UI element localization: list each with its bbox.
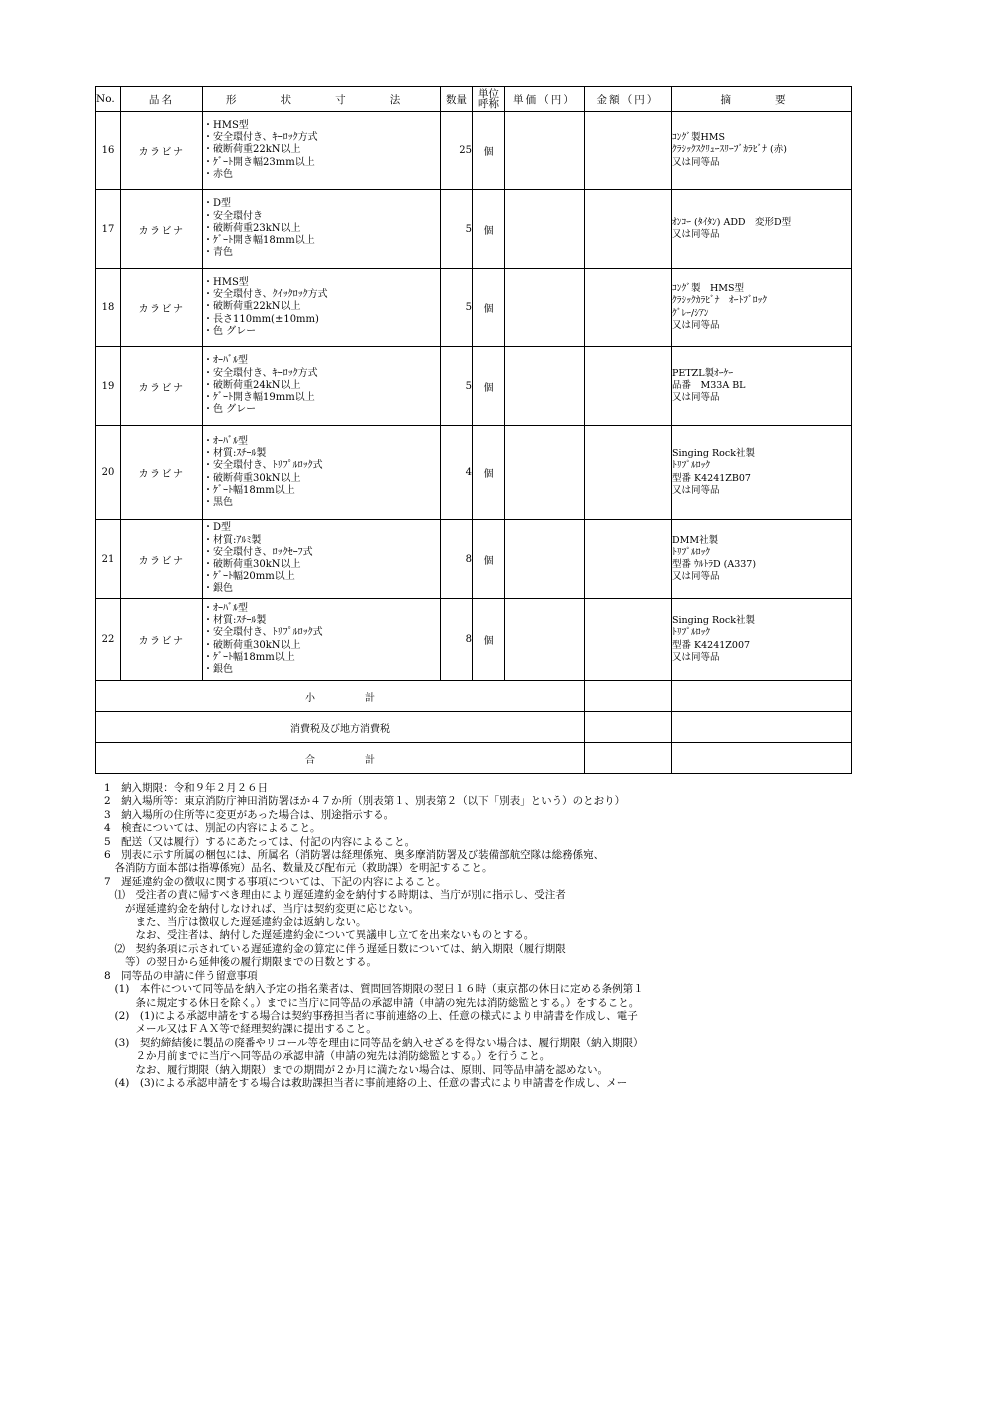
row-specs bbox=[203, 269, 441, 347]
row-qty: 5 bbox=[441, 190, 473, 269]
row-specs bbox=[203, 520, 441, 599]
spec-line: ・破断荷重30kN以上 bbox=[203, 472, 301, 484]
row-amount bbox=[585, 190, 672, 269]
note-line: ⑴ 受注者の責に帰すべき理由により遅延違約金を納付する時期は、当庁が別に指示し、受注者 bbox=[104, 889, 566, 902]
spec-line: ・ｵｰﾊﾞﾙ型 bbox=[203, 602, 248, 614]
spec-line: ・安全環付き、ｷｰﾛｯｸ方式 bbox=[203, 132, 318, 144]
spec-line: ・安全環付き、ﾄﾘﾌﾟﾙﾛｯｸ式 bbox=[203, 460, 323, 472]
header-price: 単価（円） bbox=[505, 87, 585, 112]
row-price bbox=[505, 269, 585, 347]
spec-line: ・銀色 bbox=[203, 583, 233, 595]
row-amount bbox=[585, 347, 672, 426]
spec-line: ・色 グレー bbox=[203, 325, 257, 337]
row-price bbox=[505, 426, 585, 520]
total-amount bbox=[585, 743, 672, 774]
subtotal-row bbox=[96, 681, 852, 712]
table-header-row bbox=[96, 87, 852, 112]
row-specs bbox=[203, 190, 441, 269]
row-remarks bbox=[672, 599, 852, 681]
header-qty: 数量 bbox=[441, 87, 473, 112]
subtotal-label: 小 計 bbox=[96, 681, 585, 712]
row-unit: 個 bbox=[473, 190, 505, 269]
row-qty: 25 bbox=[441, 112, 473, 190]
row-remarks bbox=[672, 520, 852, 599]
row-name: カラビナ bbox=[121, 190, 203, 269]
row-price bbox=[505, 599, 585, 681]
note-line: なお、受注者は、納付した遅延違約金について異議申し立てを出来ないものとする。 bbox=[104, 929, 535, 942]
spec-line: ・安全環付き、ｷｰﾛｯｸ方式 bbox=[203, 367, 318, 379]
note-line: (1) 本件について同等品を納入予定の指名業者は、質問回答期限の翌日１６時（東京都の休日に定める条例第１ bbox=[104, 983, 644, 996]
header-amount: 金額（円） bbox=[585, 87, 672, 112]
spec-line: ・安全環付き bbox=[203, 210, 263, 222]
row-remarks bbox=[672, 269, 852, 347]
header-name: 品名 bbox=[121, 87, 203, 112]
remark-line: Singing Rock社製 bbox=[672, 448, 755, 460]
row-qty: 4 bbox=[441, 426, 473, 520]
spec-line: ・破断荷重23kN以上 bbox=[203, 222, 301, 234]
row-remarks bbox=[672, 426, 852, 520]
spec-line: ・赤色 bbox=[203, 168, 233, 180]
remark-line: ﾄﾘﾌﾟﾙﾛｯｸ bbox=[672, 627, 711, 639]
remark-line: DMM社製 bbox=[672, 534, 719, 546]
note-line: 1 納入期限：令和９年２月２６日 bbox=[104, 782, 269, 794]
spec-line: ・ｹﾞｰﾄ幅18mm以上 bbox=[203, 484, 295, 496]
remark-line: ｺﾝｸﾞ製HMS bbox=[672, 132, 726, 144]
row-name: カラビナ bbox=[121, 112, 203, 190]
remark-line: 型番 K4241Z007 bbox=[672, 639, 751, 651]
note-line: 6 別表に示す所属の梱包には、所属名（消防署は経理係宛、奥多摩消防署及び装備部航空隊は総務係宛、 bbox=[104, 849, 605, 862]
header-shape: 形 状 寸 法 bbox=[203, 87, 441, 112]
note-line: 7 遅延違約金の徴収に関する事項については、下記の内容によること。 bbox=[104, 875, 447, 888]
spec-line: ・破断荷重30kN以上 bbox=[203, 639, 301, 651]
row-qty: 8 bbox=[441, 599, 473, 681]
spec-line: ・安全環付き、ﾄﾘﾌﾟﾙﾛｯｸ式 bbox=[203, 627, 323, 639]
row-name: カラビナ bbox=[121, 347, 203, 426]
spec-line: ・破断荷重22kN以上 bbox=[203, 301, 301, 313]
spec-line: ・ｵｰﾊﾞﾙ型 bbox=[203, 355, 248, 367]
row-name: カラビナ bbox=[121, 599, 203, 681]
header-remarks: 摘 要 bbox=[672, 87, 852, 112]
row-amount bbox=[585, 269, 672, 347]
note-line: 3 納入場所の住所等に変更があった場合は、別途指示する。 bbox=[104, 808, 395, 821]
remark-line: ﾄﾘﾌﾟﾙﾛｯｸ bbox=[672, 460, 711, 472]
table-row bbox=[96, 599, 852, 681]
remark-line: ｺﾝｸﾞ製 HMS型 bbox=[672, 283, 745, 295]
header-no: No. bbox=[96, 87, 121, 112]
row-remarks bbox=[672, 347, 852, 426]
header-unit-top: 単位 bbox=[478, 88, 499, 100]
table-row bbox=[96, 347, 852, 426]
tax-row bbox=[96, 712, 852, 743]
remark-line: 又は同等品 bbox=[672, 319, 720, 331]
remark-line: ｵﾝｺｰ (ﾀｲﾀﾝ) ADD 変形D型 bbox=[672, 216, 792, 228]
row-unit: 個 bbox=[473, 426, 505, 520]
row-amount bbox=[585, 112, 672, 190]
row-unit: 個 bbox=[473, 599, 505, 681]
subtotal-remarks bbox=[672, 681, 852, 712]
subtotal-amount bbox=[585, 681, 672, 712]
spec-line: ・長さ110mm(±10mm) bbox=[203, 313, 319, 325]
spec-line: ・青色 bbox=[203, 247, 233, 259]
spec-line: ・安全環付き、ｸｲｯｸﾛｯｸ方式 bbox=[203, 289, 328, 301]
table-row bbox=[96, 190, 852, 269]
remark-line: 又は同等品 bbox=[672, 156, 720, 168]
spec-line: ・HMS型 bbox=[203, 276, 249, 288]
remark-line: ｸﾞﾚｰ/ｼｱﾝ bbox=[672, 307, 709, 319]
spec-line: ・色 グレー bbox=[203, 404, 257, 416]
remark-line: 又は同等品 bbox=[672, 484, 720, 496]
row-amount bbox=[585, 426, 672, 520]
row-no: 18 bbox=[96, 269, 121, 347]
delivery-notes bbox=[104, 782, 864, 1090]
row-qty: 5 bbox=[441, 269, 473, 347]
row-no: 22 bbox=[96, 599, 121, 681]
table-row bbox=[96, 269, 852, 347]
row-unit: 個 bbox=[473, 269, 505, 347]
note-line: ２か月前までに当庁へ同等品の承認申請（申請の宛先は消防総監とする。）を行うこと。 bbox=[104, 1050, 551, 1063]
row-price bbox=[505, 112, 585, 190]
spec-line: ・ｹﾞｰﾄ開き幅19mm以上 bbox=[203, 392, 315, 404]
row-name: カラビナ bbox=[121, 269, 203, 347]
row-no: 19 bbox=[96, 347, 121, 426]
note-line: 条に規定する休日を除く。）までに当庁に同等品の承認申請（申請の宛先は消防総監とする。）をすること。 bbox=[104, 996, 640, 1009]
tax-remarks bbox=[672, 712, 852, 743]
row-name: カラビナ bbox=[121, 520, 203, 599]
remark-line: Singing Rock社製 bbox=[672, 615, 755, 627]
row-specs bbox=[203, 112, 441, 190]
header-unit-bottom: 呼称 bbox=[478, 98, 499, 110]
note-line: なお、履行期限（納入期限）までの期間が２か月に満たない場合は、原則、同等品申請を認めない。 bbox=[104, 1063, 608, 1076]
spec-line: ・ｹﾞｰﾄ開き幅18mm以上 bbox=[203, 235, 315, 247]
spec-line: ・ｹﾞｰﾄ開き幅23mm以上 bbox=[203, 156, 315, 168]
note-line: ⑵ 契約条項に示されている遅延違約金の算定に伴う遅延日数については、納入期限（履行期限 bbox=[104, 942, 566, 955]
remark-line: 型番 K4241ZB07 bbox=[672, 472, 751, 484]
note-line: 等）の翌日から延伸後の履行期限までの日数とする。 bbox=[104, 956, 377, 969]
note-line: 2 納入場所等：東京消防庁神田消防署ほか４７か所（別表第１、別表第２（以下「別表」という）のとおり） bbox=[104, 795, 626, 808]
row-remarks bbox=[672, 190, 852, 269]
spec-line: ・材質:ｽﾁｰﾙ製 bbox=[203, 448, 267, 460]
row-amount bbox=[585, 520, 672, 599]
remark-line: 品番 M33A BL bbox=[672, 379, 746, 391]
note-line: (3) 契約締結後に製品の廃番やリコール等を理由に同等品を納入せざるを得ない場合は、履行期限（納入期限） bbox=[104, 1036, 644, 1049]
note-line: が遅延違約金を納付しなければ、当庁は契約変更に応じない。 bbox=[104, 902, 419, 915]
note-line: 5 配送（又は履行）するにあたっては、付記の内容によること。 bbox=[104, 835, 416, 848]
row-qty: 5 bbox=[441, 347, 473, 426]
spec-line: ・ｹﾞｰﾄ幅18mm以上 bbox=[203, 651, 295, 663]
row-specs bbox=[203, 426, 441, 520]
remark-line: ｸﾗｼｯｸｶﾗﾋﾞﾅ ｵｰﾄﾌﾞﾛｯｸ bbox=[672, 295, 768, 307]
spec-line: ・D型 bbox=[203, 522, 232, 534]
tax-label: 消費税及び地方消費税 bbox=[96, 712, 585, 743]
spec-line: ・安全環付き、ﾛｯｸｾｰﾌ式 bbox=[203, 546, 313, 558]
remark-line: PETZL製ｵｰｹｰ bbox=[672, 367, 734, 379]
spec-line: ・破断荷重22kN以上 bbox=[203, 144, 301, 156]
row-price bbox=[505, 520, 585, 599]
spec-line: ・破断荷重30kN以上 bbox=[203, 559, 301, 570]
row-amount bbox=[585, 599, 672, 681]
specification-table bbox=[95, 86, 852, 774]
note-line: 8 同等品の申請に伴う留意事項 bbox=[104, 969, 258, 982]
note-line: (2) (1)による承認申請をする場合は契約事務担当者に事前連絡の上、任意の様式により申請書を作成し、電子 bbox=[104, 1009, 638, 1022]
row-price bbox=[505, 190, 585, 269]
spec-line: ・破断荷重24kN以上 bbox=[203, 379, 301, 391]
row-specs bbox=[203, 599, 441, 681]
spec-line: ・黒色 bbox=[203, 496, 233, 508]
table-row bbox=[96, 426, 852, 520]
row-unit: 個 bbox=[473, 520, 505, 599]
note-line: メール又はＦＡＸ等で経理契約課に提出すること。 bbox=[104, 1023, 377, 1036]
remark-line: 又は同等品 bbox=[672, 392, 720, 404]
remark-line: ｸﾗｼｯｸｽｸﾘｭｰｽﾘｰﾌﾞｶﾗﾋﾞﾅ (赤) bbox=[672, 144, 787, 156]
row-no: 16 bbox=[96, 112, 121, 190]
spec-line: ・銀色 bbox=[203, 663, 233, 675]
header-unit bbox=[473, 87, 505, 112]
remark-line: 又は同等品 bbox=[672, 651, 720, 663]
spec-line: ・ｵｰﾊﾞﾙ型 bbox=[203, 435, 248, 447]
note-line: 各消防方面本部は指導係宛）品名、数量及び配布元（救助課）を明記すること。 bbox=[104, 862, 493, 875]
note-line: (4) (3)による承認申請をする場合は救助課担当者に事前連絡の上、任意の書式により申請書を作成し、メー bbox=[104, 1076, 628, 1089]
total-row bbox=[96, 743, 852, 774]
row-unit: 個 bbox=[473, 112, 505, 190]
row-name: カラビナ bbox=[121, 426, 203, 520]
spec-line: ・材質:ｱﾙﾐ製 bbox=[203, 534, 262, 546]
spec-line: ・材質:ｽﾁｰﾙ製 bbox=[203, 615, 267, 627]
note-line: また、当庁は徴収した遅延違約金は返納しない。 bbox=[104, 916, 367, 929]
remark-line: 又は同等品 bbox=[672, 571, 720, 583]
spec-line: ・D型 bbox=[203, 198, 232, 210]
row-remarks bbox=[672, 112, 852, 190]
remark-line: 型番 ｳﾙﾄﾗD (A337) bbox=[672, 559, 757, 570]
remark-line: 又は同等品 bbox=[672, 229, 720, 240]
row-price bbox=[505, 347, 585, 426]
remark-line: ﾄﾘﾌﾟﾙﾛｯｸ bbox=[672, 546, 711, 558]
spec-line: ・HMS型 bbox=[203, 119, 249, 131]
row-no: 17 bbox=[96, 190, 121, 269]
row-unit: 個 bbox=[473, 347, 505, 426]
tax-amount bbox=[585, 712, 672, 743]
row-specs bbox=[203, 347, 441, 426]
row-qty: 8 bbox=[441, 520, 473, 599]
total-label: 合 計 bbox=[96, 743, 585, 774]
row-no: 21 bbox=[96, 520, 121, 599]
table-row bbox=[96, 112, 852, 190]
table-row bbox=[96, 520, 852, 599]
total-remarks bbox=[672, 743, 852, 774]
note-line: 4 検査については、別記の内容によること。 bbox=[104, 822, 321, 835]
row-no: 20 bbox=[96, 426, 121, 520]
spec-line: ・ｹﾞｰﾄ幅20mm以上 bbox=[203, 571, 295, 583]
